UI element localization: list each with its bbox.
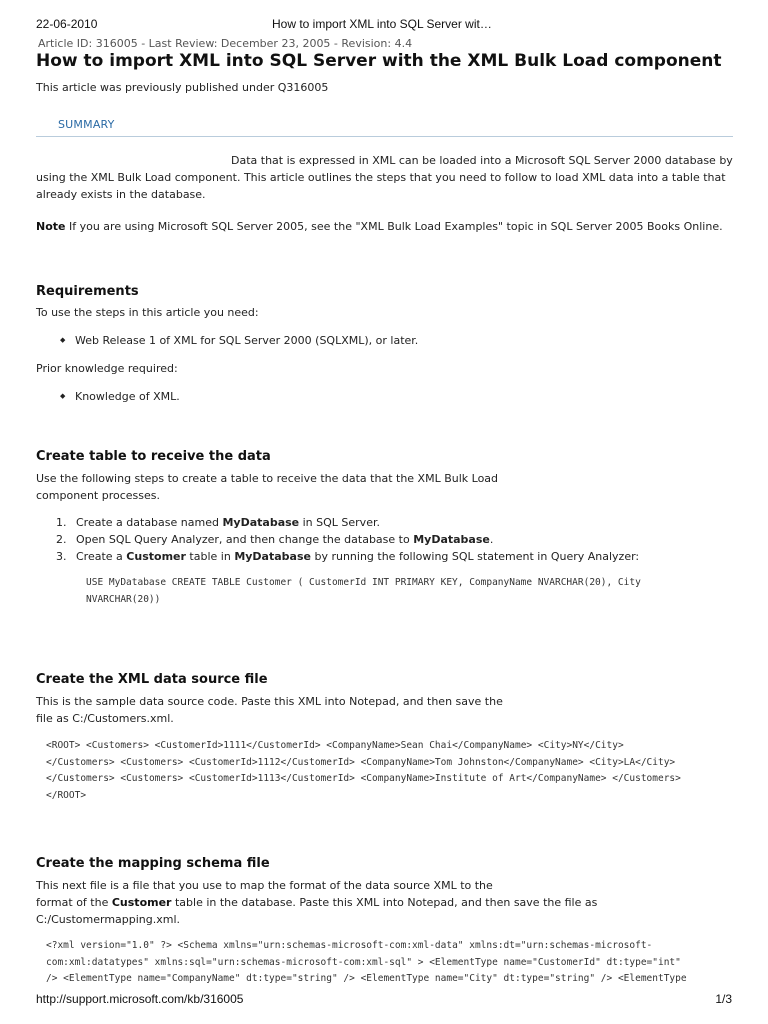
requirements-intro: To use the steps in this article you need:	[36, 306, 259, 319]
mapping-code-line1: <?xml version="1.0" ?> <Schema xmlns="urn:schemas-microsoft-com:xml-data" xmlns:dt="urn:schemas-microsoft-	[46, 940, 653, 951]
print-title: How to import XML into SQL Server wit…	[272, 17, 492, 31]
xml-code-line3: </Customers> <Customers> <CustomerId>1113</CustomerId> <CompanyName>Institute of Art</CompanyName> </Customers>	[46, 773, 681, 784]
create-table-heading: Create table to receive the data	[36, 449, 271, 464]
xml-source-intro-line1: This is the sample data source code. Paste this XML into Notepad, and then save the	[36, 695, 503, 708]
mapping-schema-heading: Create the mapping schema file	[36, 856, 270, 871]
section-divider	[36, 136, 733, 137]
xml-source-intro-line2: file as C:/Customers.xml.	[36, 712, 174, 725]
list-item: ◆ Knowledge of XML.	[60, 388, 180, 405]
note-paragraph	[36, 218, 736, 235]
create-table-intro-line2: component processes.	[36, 489, 160, 502]
note-text: If you are using Microsoft SQL Server 2005, see the "XML Bulk Load Examples" topic in SQL Server 2005 Books Online.	[65, 220, 723, 233]
create-table-steps	[36, 514, 736, 565]
xml-code-line4: </ROOT>	[46, 790, 87, 801]
list-item: ◆ Web Release 1 of XML for SQL Server 2000 (SQLXML), or later.	[60, 332, 418, 349]
print-header	[36, 17, 732, 35]
previously-published-note: This article was previously published under Q316005	[36, 81, 329, 94]
summary-link[interactable]: SUMMARY	[58, 118, 115, 131]
note-label: Note	[36, 220, 66, 233]
create-table-intro-line1: Use the following steps to create a table to receive the data that the XML Bulk Load	[36, 472, 499, 485]
mapping-intro-line3: C:/Customermapping.xml.	[36, 913, 181, 926]
page-number: 1/3	[715, 992, 732, 1006]
print-footer	[36, 992, 732, 1008]
xml-code-line2: </Customers> <Customers> <CustomerId>1112</CustomerId> <CompanyName>Tom Johnston</CompanyName> <City>LA</City>	[46, 757, 676, 768]
sql-code-line2: NVARCHAR(20))	[86, 594, 161, 605]
page-title: How to import XML into SQL Server with the XML Bulk Load component	[36, 51, 722, 71]
prior-knowledge-label: Prior knowledge required:	[36, 362, 178, 375]
mapping-code-line2: com:xml:datatypes" xmlns:sql="urn:schemas-microsoft-com:xml-sql" > <ElementType name="CustomerId" dt:type="int"	[46, 957, 681, 968]
print-date: 22-06-2010	[36, 17, 98, 31]
list-item: 1. Create a database named MyDatabase in SQL Server.	[56, 516, 380, 529]
prior-knowledge-list	[60, 388, 180, 405]
requirements-list	[60, 332, 418, 349]
mapping-code-line3: /> <ElementType name="CompanyName" dt:type="string" /> <ElementType name="City" dt:type="string" /> <ElementType	[46, 973, 687, 984]
requirements-heading: Requirements	[36, 284, 139, 299]
article-meta: Article ID: 316005 - Last Review: December 23, 2005 - Revision: 4.4	[38, 37, 413, 50]
summary-intro: Data that is expressed in XML can be loaded into a Microsoft SQL Server 2000 database by using the XML Bulk Load component. This article outlines the steps that you need to follow to load XML data into a table that already exists in the database.	[36, 154, 733, 201]
xml-source-heading: Create the XML data source file	[36, 672, 268, 687]
mapping-intro-line2: format of the Customer table in the database. Paste this XML into Notepad, and then save the file as	[36, 896, 598, 909]
mapping-intro-line1: This next file is a file that you use to map the format of the data source XML to the	[36, 879, 493, 892]
list-item: 3. Create a Customer table in MyDatabase by running the following SQL statement in Query Analyzer:	[56, 550, 640, 563]
sql-code-line1: USE MyDatabase CREATE TABLE Customer ( CustomerId INT PRIMARY KEY, CompanyName NVARCHAR(20), City	[86, 577, 641, 588]
footer-url: http://support.microsoft.com/kb/316005	[36, 992, 244, 1006]
list-item: 2. Open SQL Query Analyzer, and then change the database to MyDatabase.	[56, 533, 494, 546]
xml-code-line1: <ROOT> <Customers> <CustomerId>1111</CustomerId> <CompanyName>Sean Chai</CompanyName> <City>NY</City>	[46, 740, 624, 751]
